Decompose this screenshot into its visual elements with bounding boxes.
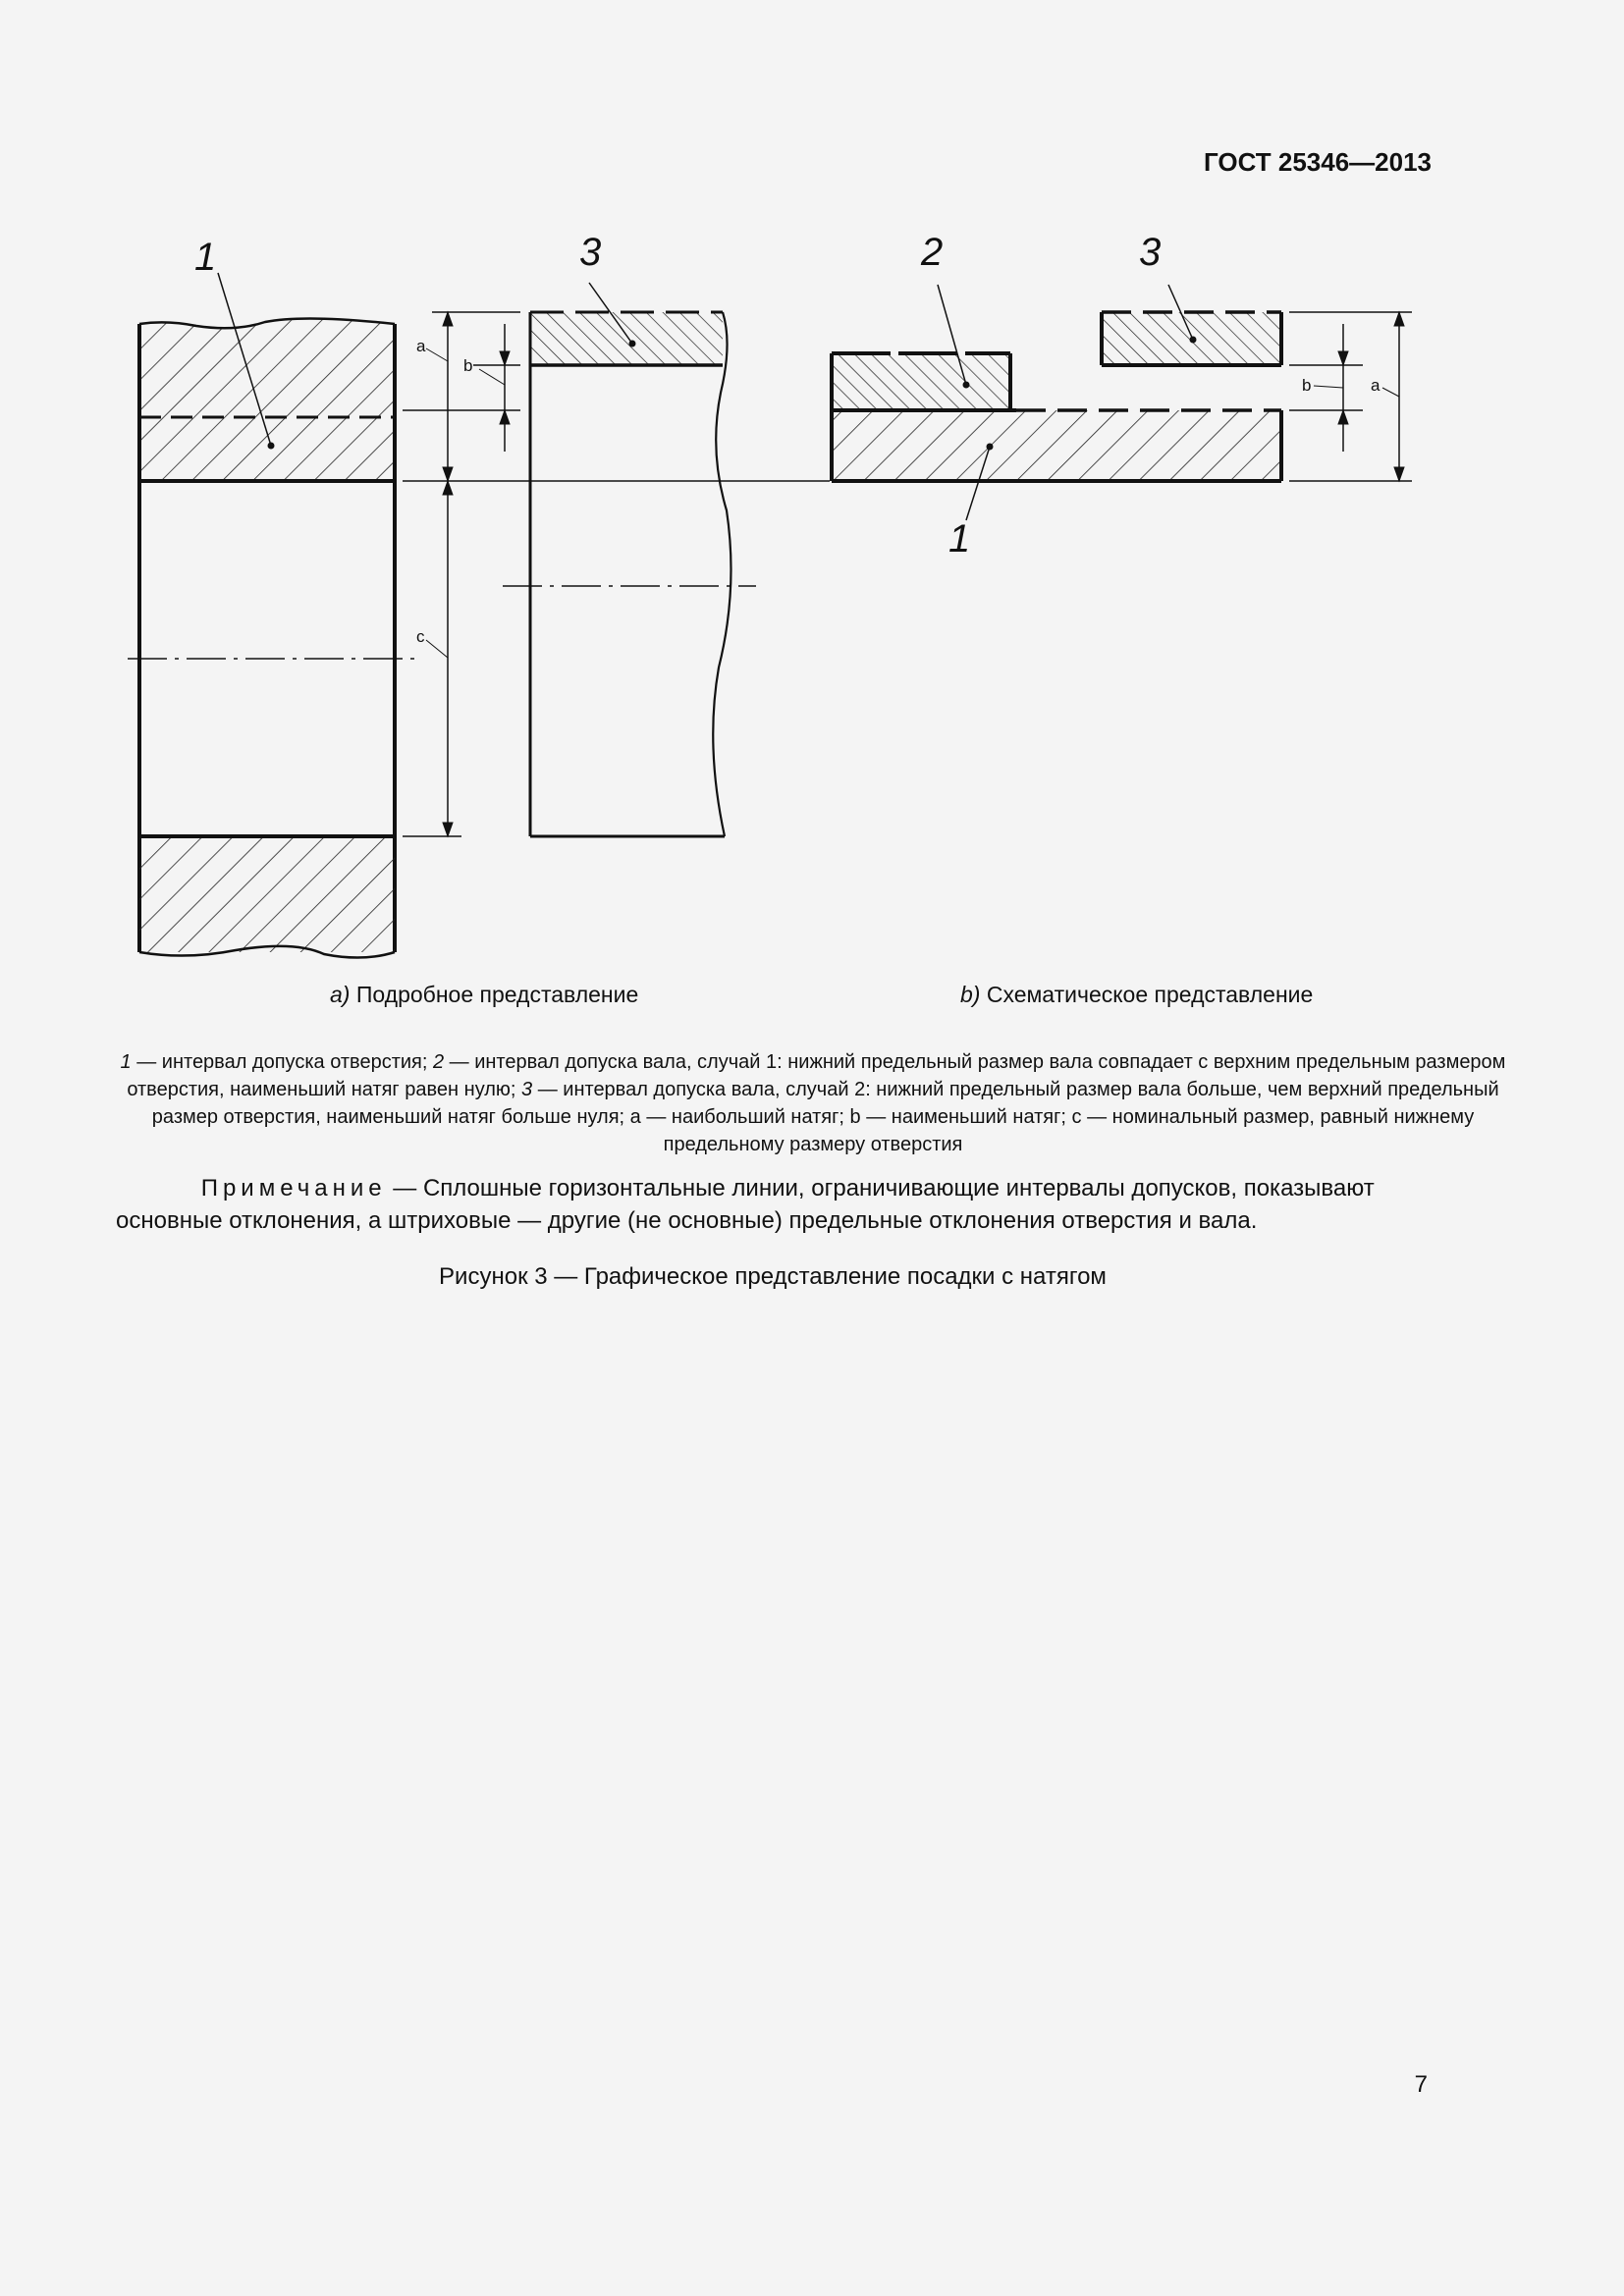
figure-legend <box>116 1048 1510 1158</box>
caption-b-text: Схематическое представление <box>980 982 1314 1007</box>
label-hole-tolerance: 1 <box>194 236 217 279</box>
legend-num-3: 3 <box>521 1079 533 1100</box>
schematic-hole-zone <box>832 410 1281 481</box>
label-shaft-case2-schematic: 3 <box>1139 231 1162 274</box>
note-paragraph <box>116 1172 1432 1237</box>
legend-text-1: — интервал допуска отверстия; <box>131 1051 433 1073</box>
dim-label-b: b <box>463 356 473 375</box>
note-text: — Сплошные горизонтальные линии, ограничивающие интервалы допусков, показывают основные отклонения, а штриховые — другие (не основные) предельные отклонения отверстия и вала. <box>116 1175 1375 1234</box>
legend-text-2: — интервал допуска вала, случай 1: нижний предельный размер вала совпадает с верхним предельным размером отверстия, наименьший натяг равен нулю; <box>127 1051 1506 1100</box>
dim-label-b-schematic: b <box>1302 376 1312 395</box>
page-number: 7 <box>1414 2071 1428 2098</box>
fit-diagram <box>0 0 1624 982</box>
caption-a-prefix: a) <box>330 982 351 1007</box>
legend-num-2: 2 <box>432 1051 445 1073</box>
label-shaft-case2: 3 <box>579 231 602 274</box>
schematic-shaft-case1 <box>832 353 1016 410</box>
dim-label-c: c <box>416 627 425 646</box>
caption-b-prefix: b) <box>960 982 981 1007</box>
legend-num-1: 1 <box>120 1051 132 1073</box>
label-hole-tolerance-schematic: 1 <box>948 517 971 561</box>
document-code: ГОСТ 25346—2013 <box>1204 147 1432 177</box>
legend-text-3: — интервал допуска вала, случай 2: нижний предельный размер вала больше, чем верхний предельный размер отверстия, наименьший натяг больше нуля; a — наибольший натяг; b — наименьший натяг; c — номинальный размер, равный нижнему предельному размеру отверстия <box>151 1079 1499 1155</box>
caption-a-text: Подробное представление <box>350 982 639 1007</box>
caption-detailed <box>330 982 638 1008</box>
shaft-body-middle <box>503 312 756 836</box>
note-label: Примечание <box>200 1175 387 1201</box>
dim-label-a: a <box>416 337 426 355</box>
caption-schematic <box>960 982 1313 1008</box>
hole-body-left <box>128 318 422 957</box>
figure-title: Рисунок 3 — Графическое представление посадки с натягом <box>439 1263 1107 1290</box>
label-shaft-case1: 2 <box>921 231 944 274</box>
dim-label-a-schematic: a <box>1371 376 1380 395</box>
